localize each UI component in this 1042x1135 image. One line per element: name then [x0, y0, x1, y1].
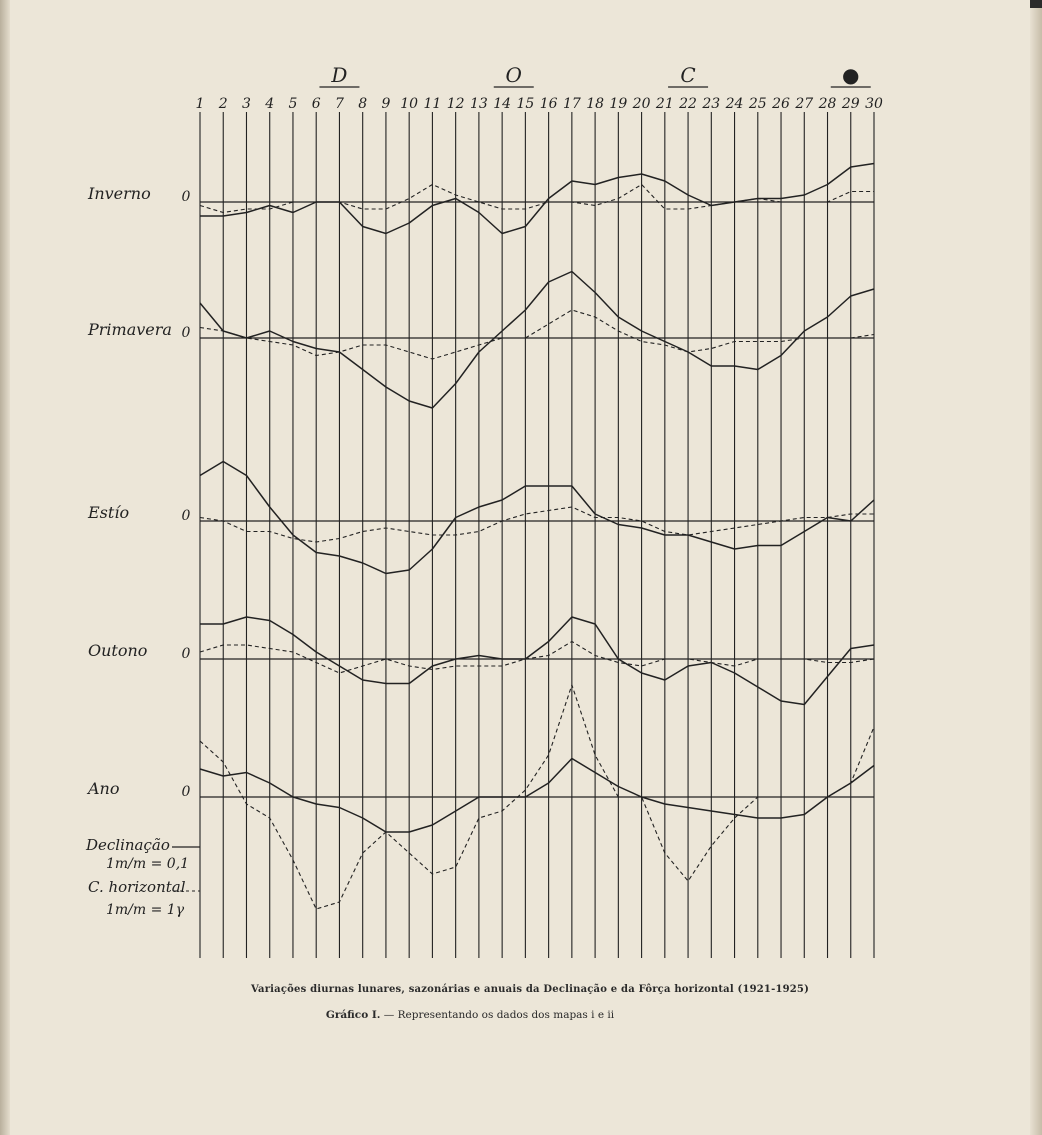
day-label-5: 5 — [288, 96, 298, 112]
day-label-15: 15 — [516, 96, 535, 112]
season-panels — [86, 164, 874, 910]
horizontal-label: C. horizontal — [88, 878, 186, 896]
day-label-11: 11 — [423, 96, 442, 112]
day-label-24: 24 — [725, 96, 744, 112]
moon-phase-4: ● — [842, 63, 860, 87]
day-label-1: 1 — [195, 96, 205, 112]
day-label-23: 23 — [702, 96, 721, 112]
panel-ano — [86, 685, 874, 909]
panel-label-primavera: Primavera — [88, 320, 172, 339]
panel-label-inverno: Inverno — [88, 184, 151, 203]
day-label-13: 13 — [469, 96, 488, 112]
panel-label-ano: Ano — [88, 779, 120, 798]
day-label-12: 12 — [446, 96, 465, 112]
day-tick-labels — [196, 96, 883, 112]
series-outono-solid — [200, 617, 874, 705]
caption-graph-label: Gráfico I. — [325, 1009, 381, 1021]
zero-label-primavera: 0 — [181, 325, 191, 341]
moon-phase-2: O — [505, 63, 522, 87]
day-label-6: 6 — [311, 96, 321, 112]
caption-graph-maps: i e ii — [591, 1009, 615, 1021]
day-label-22: 22 — [679, 96, 697, 112]
panel-esto — [87, 462, 874, 574]
panel-inverno — [87, 164, 874, 234]
figure-caption — [150, 984, 910, 1021]
day-label-25: 25 — [748, 96, 767, 112]
scale-legend — [85, 836, 200, 918]
series-esto-dashed — [200, 507, 874, 542]
day-gridlines — [200, 112, 874, 958]
zero-label-ano: 0 — [181, 784, 191, 800]
series-inverno-solid — [200, 164, 874, 234]
series-outono-dashed — [200, 642, 874, 674]
declination-scale: 1m/m = 0,1 — [106, 856, 190, 872]
series-ano-solid — [200, 759, 874, 833]
zero-label-inverno: 0 — [181, 189, 191, 205]
day-label-29: 29 — [841, 96, 860, 112]
caption-graph-text: — Representando os dados dos mapas — [383, 1009, 588, 1021]
day-label-2: 2 — [218, 96, 228, 112]
day-label-28: 28 — [818, 96, 837, 112]
panel-outono — [88, 617, 874, 705]
caption-graph-line — [90, 1009, 850, 1021]
moon-phase-1: D — [331, 63, 348, 87]
day-label-27: 27 — [795, 96, 814, 112]
zero-label-esto: 0 — [181, 508, 191, 524]
declination-label: Declinação — [86, 836, 170, 854]
day-label-16: 16 — [539, 96, 558, 112]
horizontal-scale: 1m/m = 1γ — [106, 902, 185, 918]
day-label-26: 26 — [772, 96, 790, 112]
day-label-21: 21 — [655, 96, 674, 112]
day-label-19: 19 — [609, 96, 628, 112]
day-label-9: 9 — [381, 96, 391, 112]
panel-label-esto: Estío — [88, 503, 130, 522]
panel-primavera — [87, 272, 874, 409]
day-label-20: 20 — [632, 96, 651, 112]
day-label-30: 30 — [865, 96, 883, 112]
day-label-7: 7 — [334, 96, 344, 112]
day-label-17: 17 — [562, 96, 581, 112]
day-label-8: 8 — [358, 96, 368, 112]
day-label-4: 4 — [265, 96, 275, 112]
day-label-18: 18 — [586, 96, 605, 112]
day-label-10: 10 — [400, 96, 419, 112]
caption-title: Variações diurnas lunares, sazonárias e anuais da Declinação e da Fôrça horizontal (1921-1925) — [250, 984, 810, 995]
series-esto-solid — [200, 462, 874, 574]
series-primavera-dashed — [200, 310, 874, 359]
day-label-3: 3 — [242, 96, 251, 112]
moon-phase-markers — [319, 63, 870, 87]
moon-phase-3: C — [680, 63, 696, 87]
day-label-14: 14 — [493, 96, 512, 112]
series-primavera-solid — [200, 272, 874, 409]
panel-label-outono: Outono — [88, 641, 148, 660]
zero-label-outono: 0 — [181, 646, 191, 662]
